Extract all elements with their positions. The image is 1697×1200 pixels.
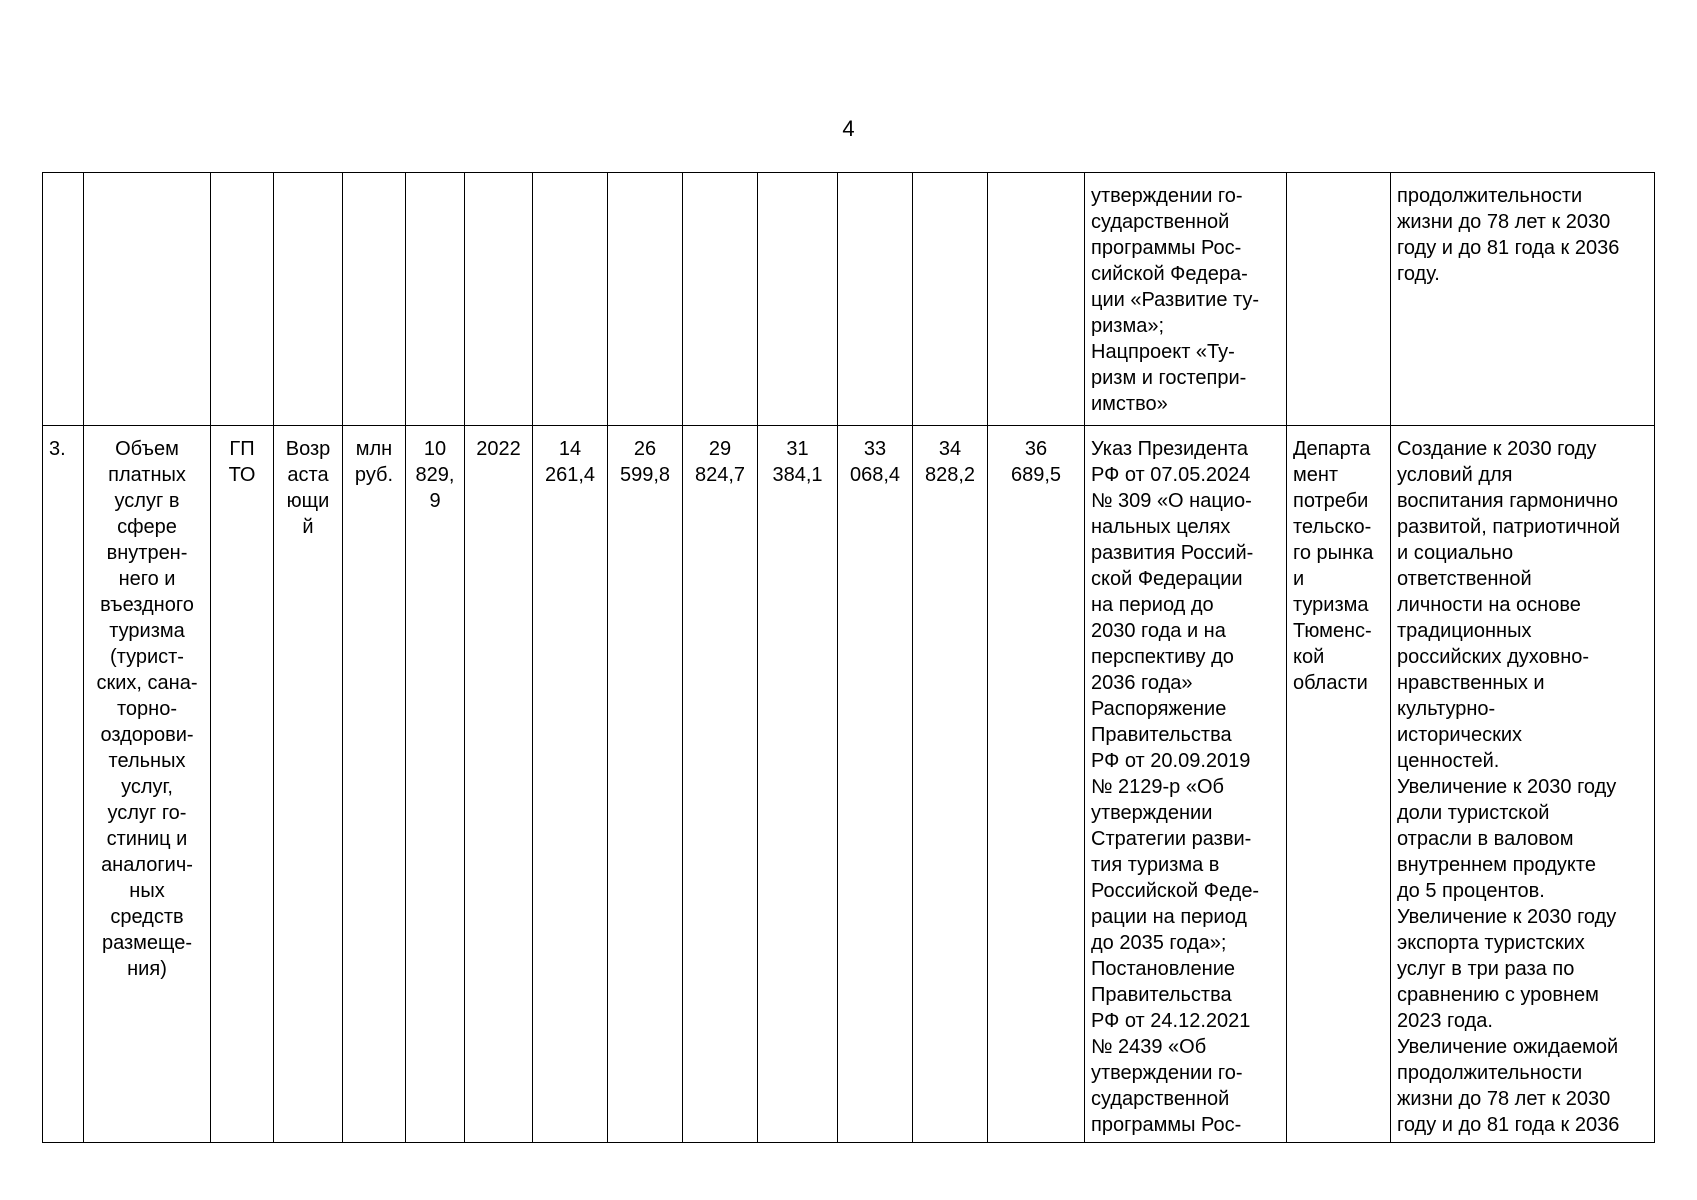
value-line: 828,2	[924, 464, 976, 486]
value-line: 26	[633, 438, 657, 460]
result-line: развитой, патриотичной	[1397, 516, 1621, 538]
value-line: 14	[558, 438, 582, 460]
cell-value	[758, 426, 838, 1143]
basis-line: РФ от 20.09.2019	[1091, 750, 1251, 772]
indicator-line: (турист-	[110, 646, 184, 668]
basis-line: Нацпроект «Ту-	[1091, 341, 1235, 363]
responsible-line: области	[1293, 672, 1368, 694]
value-line: 36	[1024, 438, 1048, 460]
indicator-line: размеще-	[101, 932, 193, 954]
basis-line: № 2129-р «Об	[1091, 776, 1224, 798]
basis-line: сударственной	[1091, 1088, 1230, 1110]
indicator-line: внутрен-	[106, 542, 188, 564]
table-row-continuation	[43, 173, 1655, 426]
responsible-line: кой	[1293, 646, 1325, 668]
cell-value	[608, 173, 683, 426]
level-line: ГП	[229, 438, 255, 460]
cell-indicator	[84, 173, 211, 426]
result-line: отрасли в валовом	[1397, 828, 1574, 850]
value-line: 824,7	[694, 464, 746, 486]
result-line: нравственных и	[1397, 672, 1545, 694]
basis-line: на период до	[1091, 594, 1214, 616]
value-line: 689,5	[1010, 464, 1062, 486]
result-line: Увеличение к 2030 году	[1397, 906, 1617, 928]
value-line: 29	[708, 438, 732, 460]
basis-line: Российской Феде-	[1091, 880, 1260, 902]
responsible-line: Тюменс-	[1293, 620, 1372, 642]
indicator-line: ния)	[127, 958, 167, 980]
indicators-table	[42, 172, 1655, 1143]
result-line: внутреннем продукте	[1397, 854, 1596, 876]
indicator-line: торно-	[116, 698, 177, 720]
result-line: услуг в три раза по	[1397, 958, 1575, 980]
basis-line: № 309 «О нацио-	[1091, 490, 1252, 512]
basis-line: сударственной	[1091, 211, 1230, 233]
cell-value	[988, 173, 1085, 426]
basis-line: сийской Федера-	[1091, 263, 1248, 285]
unit-line: руб.	[354, 464, 394, 486]
basis-line: программы Рос-	[1091, 1114, 1242, 1136]
cell-level	[211, 173, 274, 426]
result-line: и социально	[1397, 542, 1514, 564]
basis-line: ции «Развитие ту-	[1091, 289, 1260, 311]
cell-value	[913, 173, 988, 426]
value-line: 31	[786, 438, 809, 460]
result-line: сравнению с уровнем	[1397, 984, 1599, 1006]
cell-value	[608, 426, 683, 1143]
basis-line: РФ от 07.05.2024	[1091, 464, 1251, 486]
result-line: воспитания гармонично	[1397, 490, 1618, 512]
basis-line: 2036 года»	[1091, 672, 1193, 694]
basis-line: утверждении го-	[1091, 1062, 1243, 1084]
responsible-line: го рынка	[1293, 542, 1374, 564]
indicator-line: стиниц и	[106, 828, 188, 850]
value-line: 384,1	[772, 464, 823, 486]
value-line: 599,8	[619, 464, 671, 486]
result-line: культурно-	[1397, 698, 1496, 720]
result-line: исторических	[1397, 724, 1522, 746]
page-number: 4	[842, 116, 855, 141]
indicator-line: ных	[129, 880, 165, 902]
cell-result	[1391, 173, 1655, 426]
level-line: ТО	[228, 464, 256, 486]
result-line: году и до 81 года к 2036	[1397, 237, 1620, 259]
cell-value	[913, 426, 988, 1143]
cell-unit	[343, 173, 406, 426]
result-line: году и до 81 года к 2036	[1397, 1114, 1620, 1136]
basis-line: до 2035 года»;	[1091, 932, 1227, 954]
basis-line: рации на период	[1091, 906, 1247, 928]
indicator-line: въездного	[100, 594, 194, 616]
cell-number	[43, 426, 84, 1143]
result-line: ценностей.	[1397, 750, 1500, 772]
result-line: Увеличение ожидаемой	[1397, 1036, 1619, 1058]
responsible-line: тельско-	[1293, 516, 1372, 538]
cell-responsible	[1287, 173, 1391, 426]
cell-value	[683, 426, 758, 1143]
basis-line: имство»	[1091, 393, 1168, 415]
table-row	[43, 426, 1655, 1143]
indicator-line: тельных	[108, 750, 186, 772]
trend-line: ющи	[286, 490, 330, 512]
result-line: ответственной	[1397, 568, 1532, 590]
cell-basis	[1085, 173, 1287, 426]
basis-line: программы Рос-	[1091, 237, 1242, 259]
indicator-line: Объем	[115, 438, 179, 460]
cell-indicator	[84, 426, 211, 1143]
basis-line: № 2439 «Об	[1091, 1036, 1207, 1058]
responsible-line: потреби	[1293, 490, 1369, 512]
result-line: Создание к 2030 году	[1397, 438, 1597, 460]
basis-line: РФ от 24.12.2021	[1091, 1010, 1251, 1032]
cell-trend	[274, 173, 343, 426]
indicator-line: оздорови-	[100, 724, 194, 746]
row-number: 3.	[49, 438, 66, 460]
result-line: году.	[1397, 263, 1440, 285]
indicator-line: услуг,	[121, 776, 173, 798]
value-line: 068,4	[849, 464, 901, 486]
basis-line: развития Россий-	[1091, 542, 1254, 564]
result-line: 2023 года.	[1397, 1010, 1493, 1032]
indicator-line: сфере	[117, 516, 177, 538]
basis-line: ризма»;	[1091, 315, 1165, 337]
responsible-line: и	[1293, 568, 1305, 590]
result-line: до 5 процентов.	[1397, 880, 1545, 902]
basis-line: 2030 года и на	[1091, 620, 1226, 642]
indicator-line: средств	[110, 906, 184, 928]
value-line: 34	[938, 438, 962, 460]
result-line: Увеличение к 2030 году	[1397, 776, 1617, 798]
cell-basis	[1085, 426, 1287, 1143]
base-year: 2022	[476, 438, 521, 460]
result-line: жизни до 78 лет к 2030	[1397, 211, 1611, 233]
result-line: условий для	[1397, 464, 1513, 486]
result-line: экспорта туристских	[1397, 932, 1585, 954]
basis-line: утверждении	[1091, 802, 1213, 824]
cell-unit	[343, 426, 406, 1143]
cell-result	[1391, 426, 1655, 1143]
base-value-line: 829,	[415, 464, 455, 486]
value-line: 261,4	[544, 464, 596, 486]
base-value-line: 9	[429, 490, 441, 512]
trend-line: аста	[287, 464, 329, 486]
basis-line: Указ Президента	[1091, 438, 1249, 460]
cell-value	[683, 173, 758, 426]
basis-line: Правительства	[1091, 724, 1232, 746]
result-line: доли туристской	[1397, 802, 1550, 824]
cell-trend	[274, 426, 343, 1143]
cell-value	[533, 173, 608, 426]
basis-line: ризм и гостепри-	[1091, 367, 1247, 389]
result-line: продолжительности	[1397, 1062, 1583, 1084]
basis-line: Стратегии разви-	[1091, 828, 1252, 850]
result-line: российских духовно-	[1397, 646, 1590, 668]
indicator-line: ских, сана-	[96, 672, 198, 694]
result-line: жизни до 78 лет к 2030	[1397, 1088, 1611, 1110]
responsible-line: туризма	[1293, 594, 1369, 616]
responsible-line: мент	[1293, 464, 1339, 486]
cell-value	[838, 426, 913, 1143]
basis-line: утверждении го-	[1091, 185, 1243, 207]
responsible-line: Департа	[1293, 438, 1371, 460]
indicator-line: услуг го-	[107, 802, 187, 824]
cell-value	[988, 426, 1085, 1143]
result-line: личности на основе	[1397, 594, 1581, 616]
cell-responsible	[1287, 426, 1391, 1143]
indicator-line: него и	[118, 568, 176, 590]
cell-level	[211, 426, 274, 1143]
basis-line: ской Федерации	[1091, 568, 1243, 590]
cell-value	[758, 173, 838, 426]
result-line: традиционных	[1397, 620, 1532, 642]
basis-line: перспективу до	[1091, 646, 1234, 668]
indicator-line: туризма	[109, 620, 185, 642]
cell-number	[43, 173, 84, 426]
basis-line: Постановление	[1091, 958, 1236, 980]
indicator-line: услуг в	[114, 490, 180, 512]
cell-base-value	[406, 426, 465, 1143]
basis-line: тия туризма в	[1091, 854, 1220, 876]
value-line: 33	[863, 438, 887, 460]
indicator-line: аналогич-	[101, 854, 193, 876]
cell-base-year	[465, 426, 533, 1143]
unit-line: млн	[355, 438, 393, 460]
base-value-line: 10	[423, 438, 447, 460]
result-line: продолжительности	[1397, 185, 1583, 207]
cell-value	[533, 426, 608, 1143]
trend-line: Возр	[285, 438, 331, 460]
basis-line: Правительства	[1091, 984, 1232, 1006]
basis-line: Распоряжение	[1091, 698, 1227, 720]
cell-base-year	[465, 173, 533, 426]
cell-value	[838, 173, 913, 426]
trend-line: й	[302, 516, 314, 538]
cell-base-value	[406, 173, 465, 426]
basis-line: нальных целях	[1091, 516, 1231, 538]
indicator-line: платных	[108, 464, 186, 486]
